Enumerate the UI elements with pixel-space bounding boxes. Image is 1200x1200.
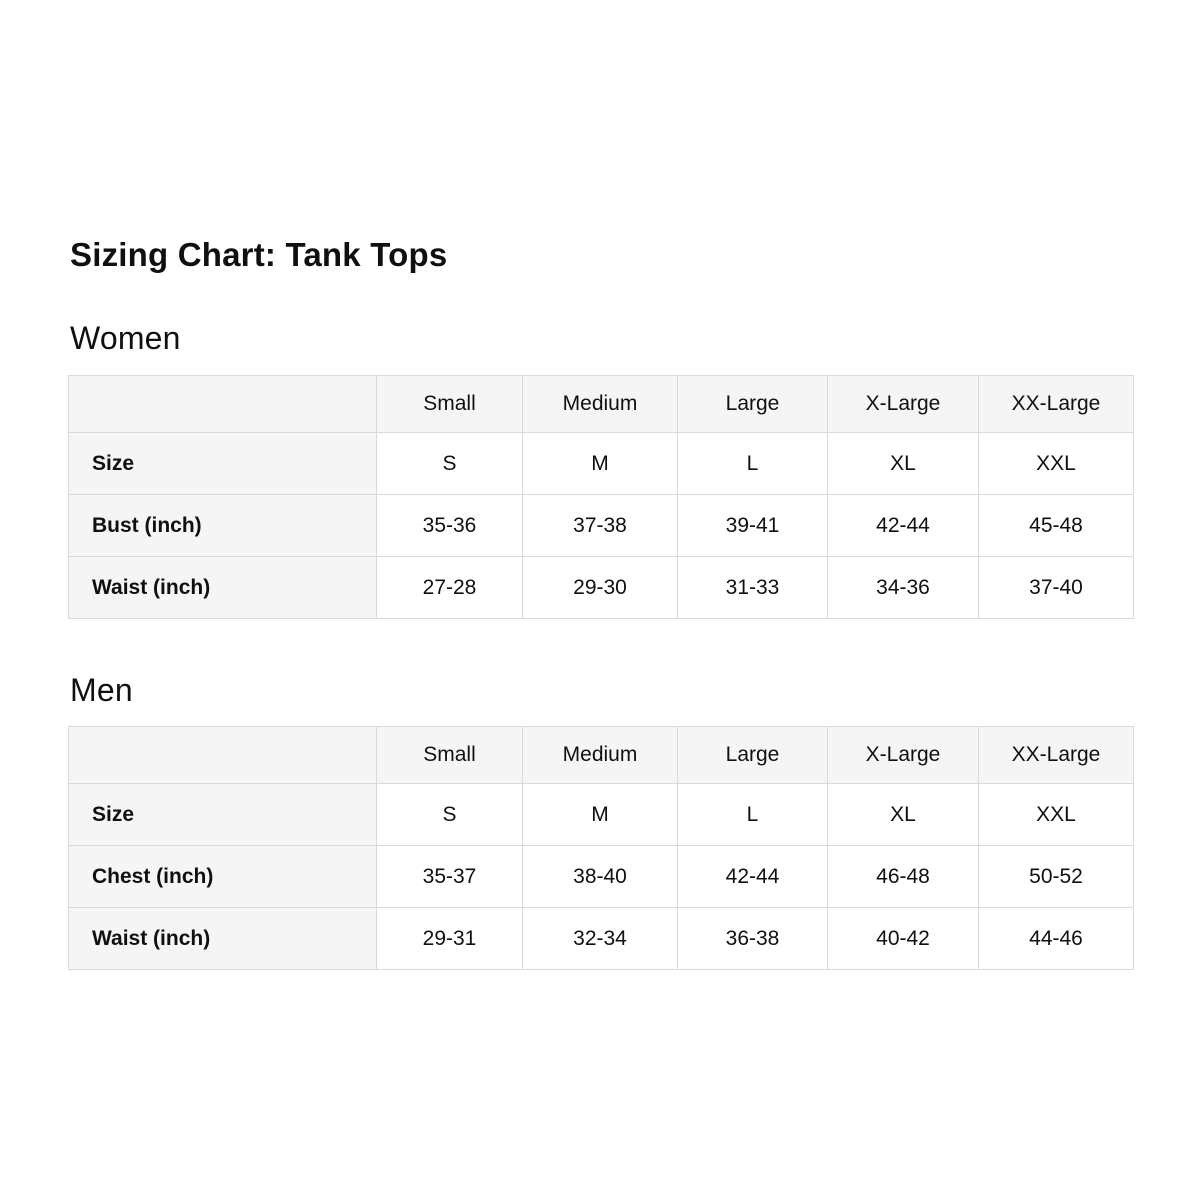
size-value-cell: 29-31	[377, 908, 523, 970]
column-header-xx-large: XX-Large	[979, 727, 1134, 784]
page-title: Sizing Chart: Tank Tops	[70, 236, 448, 273]
size-value-cell: 32-34	[523, 908, 678, 970]
table-row-bust	[69, 495, 1134, 557]
size-value-cell: 45-48	[979, 495, 1134, 557]
size-value-cell: 35-37	[377, 846, 523, 908]
row-label: Bust (inch)	[69, 495, 377, 557]
size-value-cell: 36-38	[678, 908, 828, 970]
size-value-cell: 34-36	[828, 557, 979, 619]
size-value-cell: L	[678, 784, 828, 846]
corner-cell	[69, 727, 377, 784]
size-value-cell: M	[523, 784, 678, 846]
size-value-cell: M	[523, 433, 678, 495]
column-header-medium: Medium	[523, 376, 678, 433]
corner-cell	[69, 376, 377, 433]
table-row-waist	[69, 908, 1134, 970]
table-row-waist	[69, 557, 1134, 619]
column-header-large: Large	[678, 376, 828, 433]
column-header-small: Small	[377, 727, 523, 784]
size-value-cell: S	[377, 784, 523, 846]
section-heading-women: Women	[70, 320, 181, 356]
row-label: Chest (inch)	[69, 846, 377, 908]
column-header-xx-large: XX-Large	[979, 376, 1134, 433]
row-label: Waist (inch)	[69, 908, 377, 970]
table-header-row	[69, 727, 1134, 784]
size-value-cell: 38-40	[523, 846, 678, 908]
row-label: Size	[69, 433, 377, 495]
section-heading-men: Men	[70, 672, 133, 708]
size-value-cell: L	[678, 433, 828, 495]
column-header-medium: Medium	[523, 727, 678, 784]
size-value-cell: XXL	[979, 433, 1134, 495]
column-header-x-large: X-Large	[828, 727, 979, 784]
size-value-cell: 44-46	[979, 908, 1134, 970]
size-value-cell: 35-36	[377, 495, 523, 557]
table-row-size	[69, 784, 1134, 846]
sizing-table-men	[68, 726, 1134, 970]
size-value-cell: XXL	[979, 784, 1134, 846]
size-value-cell: 42-44	[828, 495, 979, 557]
size-value-cell: 37-40	[979, 557, 1134, 619]
size-value-cell: 42-44	[678, 846, 828, 908]
column-header-x-large: X-Large	[828, 376, 979, 433]
sizing-table-women	[68, 375, 1134, 619]
row-label: Size	[69, 784, 377, 846]
size-value-cell: 37-38	[523, 495, 678, 557]
size-value-cell: XL	[828, 433, 979, 495]
row-label: Waist (inch)	[69, 557, 377, 619]
table-row-chest	[69, 846, 1134, 908]
size-value-cell: 31-33	[678, 557, 828, 619]
table-row-size	[69, 433, 1134, 495]
size-value-cell: 50-52	[979, 846, 1134, 908]
size-value-cell: 27-28	[377, 557, 523, 619]
column-header-small: Small	[377, 376, 523, 433]
size-value-cell: S	[377, 433, 523, 495]
table-header-row	[69, 376, 1134, 433]
size-value-cell: 40-42	[828, 908, 979, 970]
column-header-large: Large	[678, 727, 828, 784]
size-value-cell: 29-30	[523, 557, 678, 619]
size-value-cell: 46-48	[828, 846, 979, 908]
size-value-cell: 39-41	[678, 495, 828, 557]
size-value-cell: XL	[828, 784, 979, 846]
